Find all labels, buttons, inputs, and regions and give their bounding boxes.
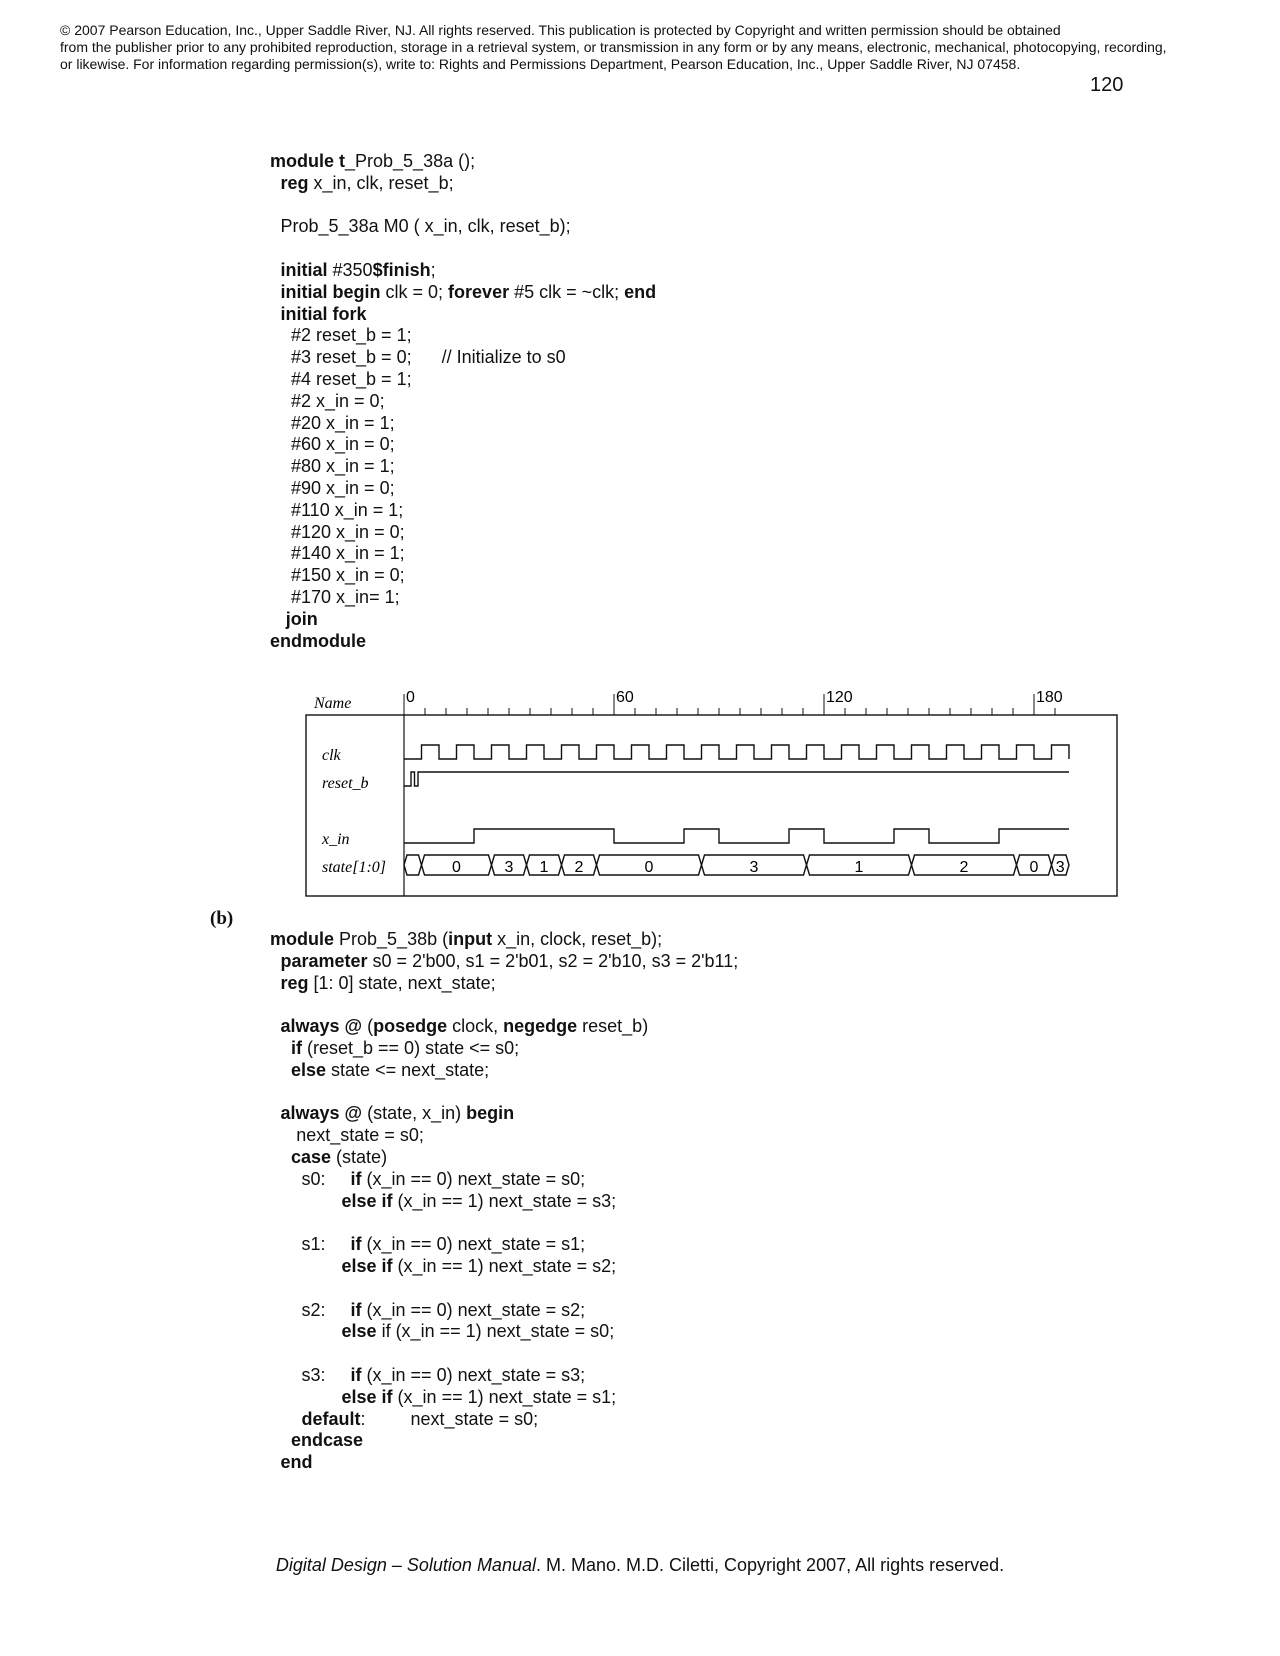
code-text: (state)	[331, 1146, 388, 1167]
code-keyword: end	[624, 281, 657, 302]
code-text: s0 = 2'b00, s1 = 2'b01, s2 = 2'b10, s3 = 2'b11;	[367, 950, 739, 971]
code-line	[270, 1256, 738, 1278]
code-keyword: endmodule	[270, 630, 367, 651]
code-text: #5 clk = ~clk;	[509, 281, 625, 302]
code-keyword: if	[350, 1364, 362, 1385]
code-text: [1: 0] state, next_state;	[308, 972, 496, 993]
timing-waveform	[300, 680, 1130, 910]
code-line	[270, 1016, 738, 1038]
code-text: (	[362, 1016, 374, 1037]
code-line	[270, 1103, 738, 1125]
code-keyword: reg	[280, 972, 309, 993]
code-keyword: initial	[280, 259, 328, 280]
code-keyword: if	[350, 1168, 362, 1189]
code-keyword: initial fork	[280, 303, 367, 324]
code-keyword: else if	[341, 1190, 393, 1211]
code-text: #20 x_in = 1;	[291, 412, 395, 433]
code-keyword: module	[270, 929, 335, 949]
code-line	[270, 1234, 738, 1256]
code-text: : next_state = s0;	[360, 1408, 539, 1429]
testbench-code-block	[270, 151, 656, 652]
code-text: #150 x_in = 0;	[291, 565, 405, 586]
code-line	[270, 1387, 738, 1409]
x-in-waveform	[404, 829, 1069, 843]
code-text: (state, x_in)	[362, 1103, 467, 1124]
code-keyword: posedge	[373, 1016, 448, 1037]
axis-tick-label: 180	[1036, 689, 1063, 706]
code-line	[270, 522, 656, 544]
code-line	[270, 1060, 738, 1082]
code-line	[270, 391, 656, 413]
code-line	[270, 478, 656, 500]
code-keyword: input	[448, 929, 493, 949]
state-value-label: 1	[539, 859, 549, 876]
code-text: (x_in == 0) next_state = s2;	[361, 1299, 586, 1320]
code-text: #2 x_in = 0;	[291, 390, 385, 411]
code-keyword: always @	[280, 1016, 363, 1037]
code-text: ;	[430, 259, 436, 280]
code-line	[270, 1212, 738, 1234]
code-line	[270, 1452, 738, 1474]
state-value-label: 3	[504, 859, 514, 876]
code-line	[270, 282, 656, 304]
axis-tick-label: 0	[406, 689, 415, 706]
state-bus-segment	[404, 855, 422, 875]
code-keyword: negedge	[503, 1016, 578, 1037]
code-line	[270, 1082, 738, 1104]
code-line	[270, 973, 738, 995]
code-text: (x_in == 1) next_state = s1;	[392, 1386, 617, 1407]
code-line	[270, 151, 656, 173]
code-text: (x_in == 0) next_state = s3;	[361, 1364, 586, 1385]
signal-name-reset-b: reset_b	[322, 775, 369, 792]
code-line	[270, 216, 656, 238]
code-line	[270, 304, 656, 326]
page-footer	[0, 1555, 1280, 1576]
module-code-block	[270, 929, 738, 1474]
code-text: #2 reset_b = 1;	[291, 325, 412, 346]
code-text: state <= next_state;	[326, 1059, 490, 1080]
code-text	[302, 1191, 342, 1211]
code-text: s3:	[301, 1364, 351, 1385]
waveform-frame	[306, 715, 1117, 896]
code-text: clk = 0;	[380, 281, 449, 302]
code-line	[270, 500, 656, 522]
state-value-label: 3	[749, 859, 759, 876]
code-keyword: always @	[280, 1103, 363, 1124]
code-line	[270, 609, 656, 631]
code-keyword: parameter	[280, 950, 368, 971]
code-text: x_in, clk, reset_b;	[308, 172, 454, 193]
code-keyword: begin	[466, 1103, 515, 1124]
clk-waveform	[404, 745, 1069, 759]
copyright-line-1: © 2007 Pearson Education, Inc., Upper Saddle River, NJ. All rights reserved. This publication is protected by Copyright and written permission should be obtained	[60, 22, 1061, 38]
code-line	[270, 1343, 738, 1365]
code-text: (x_in == 1) next_state = s2;	[392, 1255, 617, 1276]
code-line	[270, 565, 656, 587]
code-text: s2:	[301, 1299, 351, 1320]
signal-name-state: state[1:0]	[322, 859, 386, 876]
signal-name-clock: clk	[322, 747, 341, 764]
code-line	[270, 1169, 738, 1191]
code-text: #110 x_in = 1;	[291, 499, 404, 520]
code-text: x_in, clock, reset_b);	[492, 929, 663, 949]
code-text: (x_in == 0) next_state = s0;	[361, 1168, 586, 1189]
code-keyword: $finish	[372, 259, 431, 280]
code-line	[270, 413, 656, 435]
code-text	[302, 1321, 342, 1341]
footer-credits: . M. Mano. M.D. Ciletti, Copyright 2007, All rights reserved.	[535, 1555, 1005, 1575]
code-line	[270, 369, 656, 391]
name-header: Name	[314, 695, 352, 712]
code-line	[270, 1430, 738, 1452]
code-line	[270, 238, 656, 260]
code-keyword: else if	[341, 1255, 393, 1276]
state-value-label: 0	[644, 859, 654, 876]
code-line	[270, 456, 656, 478]
code-line	[270, 543, 656, 565]
code-line	[270, 347, 656, 369]
code-text: #120 x_in = 0;	[291, 521, 405, 542]
code-keyword: default	[301, 1408, 361, 1429]
code-line	[270, 1300, 738, 1322]
code-text: Prob_5_38a M0 ( x_in, clk, reset_b);	[280, 216, 571, 237]
code-keyword: else if	[341, 1386, 393, 1407]
code-text: #3 reset_b = 0; // Initialize to s0	[291, 347, 566, 368]
code-text: #350	[327, 259, 373, 280]
code-text: s0:	[301, 1168, 351, 1189]
code-keyword: if	[350, 1299, 362, 1320]
code-keyword: reg	[280, 172, 309, 193]
code-keyword: forever	[448, 281, 510, 302]
code-text: Prob_5_38b (	[334, 929, 449, 949]
code-text: s1:	[301, 1234, 351, 1255]
code-line	[270, 1278, 738, 1300]
code-text: (x_in == 1) next_state = s3;	[392, 1190, 617, 1211]
code-line	[270, 1147, 738, 1169]
code-line	[270, 434, 656, 456]
copyright-notice	[60, 22, 1240, 73]
code-text: #4 reset_b = 1;	[291, 368, 412, 389]
signal-name-x-in: x_in	[322, 831, 350, 848]
code-text: clock,	[447, 1016, 504, 1037]
code-keyword: if	[291, 1037, 302, 1058]
code-keyword: else	[341, 1321, 377, 1342]
code-keyword: else	[291, 1059, 327, 1080]
code-keyword: module t	[270, 151, 345, 171]
state-value-label: 2	[959, 859, 969, 876]
code-text: reset_b)	[577, 1016, 649, 1037]
code-line	[270, 195, 656, 217]
code-keyword: endcase	[291, 1430, 364, 1451]
code-line	[270, 951, 738, 973]
code-keyword: if	[350, 1234, 362, 1255]
part-b-label: (b)	[210, 908, 234, 929]
code-text: #80 x_in = 1;	[291, 456, 395, 477]
code-text	[302, 1256, 342, 1276]
code-line	[270, 994, 738, 1016]
code-line	[270, 1365, 738, 1387]
code-line	[270, 173, 656, 195]
code-text: if (x_in == 1) next_state = s0;	[376, 1321, 615, 1342]
code-text: #90 x_in = 0;	[291, 477, 395, 498]
reset-b-waveform	[404, 772, 1069, 786]
code-text	[302, 1387, 342, 1407]
code-keyword: end	[280, 1452, 313, 1473]
code-text: #140 x_in = 1;	[291, 543, 405, 564]
code-keyword: join	[285, 608, 318, 629]
code-keyword: case	[291, 1146, 332, 1167]
code-line	[270, 1191, 738, 1213]
state-value-label: 2	[574, 859, 584, 876]
state-value-label: 3	[1055, 859, 1065, 876]
code-line	[270, 1321, 738, 1343]
code-line	[270, 1038, 738, 1060]
state-value-label: 0	[452, 859, 461, 876]
code-line	[270, 929, 738, 951]
code-text: (x_in == 0) next_state = s1;	[361, 1234, 586, 1255]
code-line	[270, 260, 656, 282]
code-text: #170 x_in= 1;	[291, 586, 400, 607]
copyright-line-2: from the publisher prior to any prohibited reproduction, storage in a retrieval system, or transmission in any form or by any means, electronic, mechanical, photocopying, recording,	[60, 39, 1167, 55]
axis-tick-label: 120	[826, 689, 853, 706]
code-line	[270, 631, 656, 653]
code-text: #60 x_in = 0;	[291, 434, 395, 455]
code-text: _Prob_5_38a ();	[345, 151, 476, 171]
code-text: next_state = s0;	[296, 1125, 424, 1146]
page-number: 120	[1090, 74, 1124, 96]
copyright-line-3: or likewise. For information regarding permission(s), write to: Rights and Permissions Department, Pearson Education, Inc., Upper Saddle River, NJ 07458.	[60, 56, 1021, 72]
code-line	[270, 1125, 738, 1147]
state-value-label: 0	[1029, 859, 1039, 876]
axis-tick-label: 60	[616, 689, 634, 706]
code-line	[270, 325, 656, 347]
code-text: (reset_b == 0) state <= s0;	[302, 1037, 520, 1058]
state-value-label: 1	[854, 859, 864, 876]
footer-book-title: Digital Design – Solution Manual	[275, 1555, 536, 1575]
code-keyword: initial begin	[280, 281, 381, 302]
code-line	[270, 1409, 738, 1431]
code-line	[270, 587, 656, 609]
